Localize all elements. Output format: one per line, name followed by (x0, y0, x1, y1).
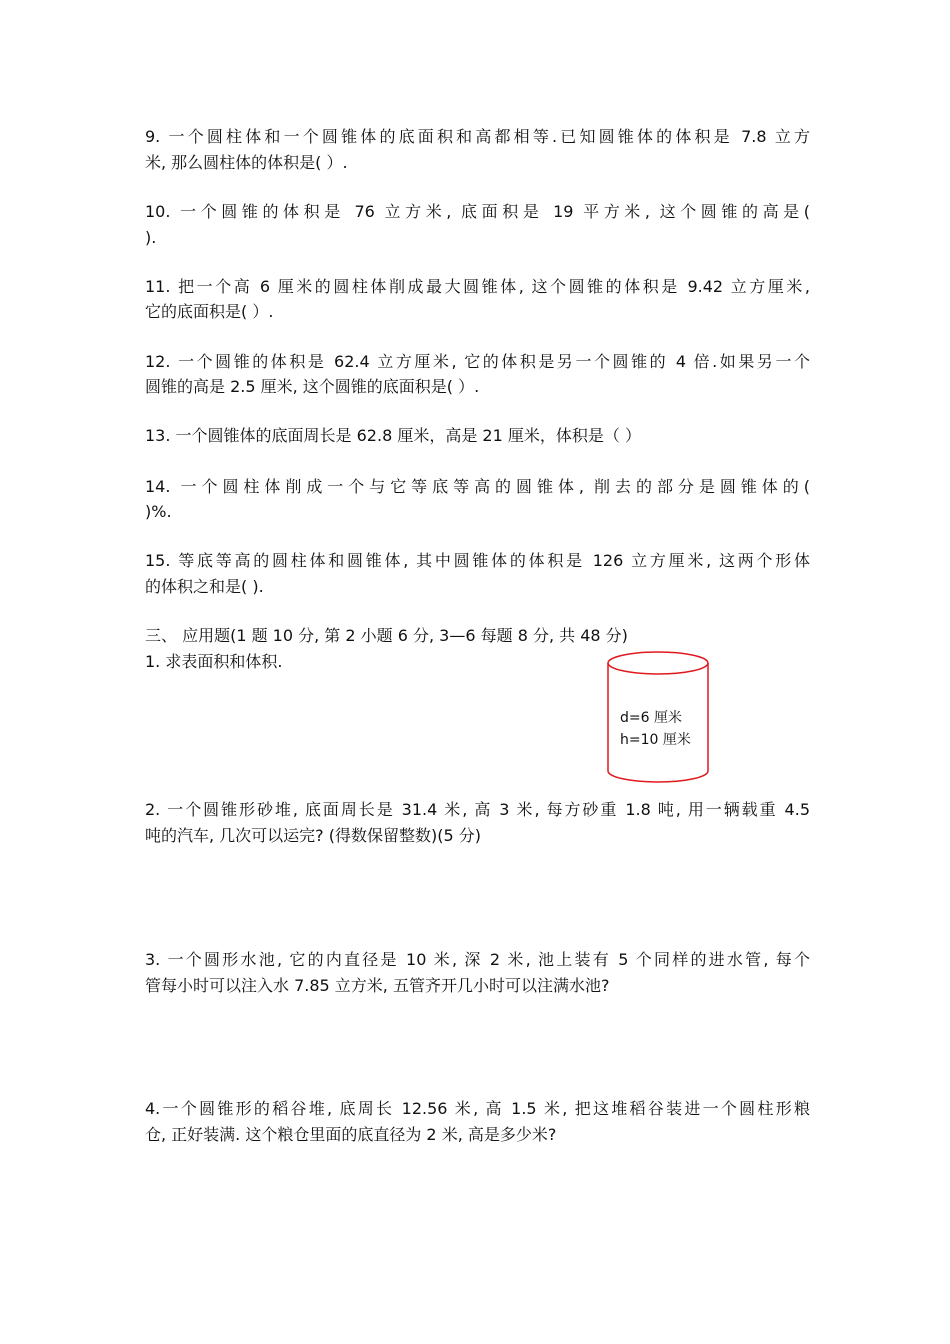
problem-3-line-1: 3. 一个圆形水池, 它的内直径是 10 米, 深 2 米, 池上装有 5 个同样的进水管, 每个 (145, 950, 810, 969)
problem-2-line-1: 2. 一个圆锥形砂堆, 底面周长是 31.4 米, 高 3 米, 每方砂重 1.8 吨, 用一辆载重 4.5 (145, 800, 810, 819)
cylinder-top-ellipse (608, 652, 708, 674)
question-9-line-1: 9. 一个圆柱体和一个圆锥体的底面积和高都相等.已知圆锥体的体积是 7.8 立方 (145, 127, 810, 146)
problem-4-line-2: 仓, 正好装满. 这个粮仓里面的底直径为 2 米, 高是多少米? (145, 1125, 557, 1144)
question-11-line-1: 11. 把一个高 6 厘米的圆柱体削成最大圆锥体, 这个圆锥的体积是 9.42 立方厘米, (145, 277, 810, 296)
question-15-line-1: 15. 等底等高的圆柱体和圆锥体, 其中圆锥体的体积是 126 立方厘米, 这两个形体 (145, 551, 810, 570)
question-14-line-2: )%. (145, 502, 172, 521)
problem-3-line-2: 管每小时可以注入水 7.85 立方米, 五管齐开几小时可以注满水池? (145, 976, 610, 995)
question-10-line-1: 10. 一个圆锥的体积是 76 立方米, 底面积是 19 平方米, 这个圆锥的高是( (145, 202, 810, 221)
question-15-line-2: 的体积之和是( ). (145, 577, 264, 596)
question-12-line-1: 12. 一个圆锥的体积是 62.4 立方厘米, 它的体积是另一个圆锥的 4 倍.如果另一个 (145, 352, 810, 371)
problem-1-line-1: 1. 求表面积和体积. (145, 652, 283, 671)
cylinder-bottom-arc (608, 771, 708, 782)
question-12-line-2: 圆锥的高是 2.5 厘米, 这个圆锥的底面积是( ）. (145, 377, 480, 396)
question-13-line-1: 13. 一个圆锥体的底面周长是 62.8 厘米，高是 21 厘米，体积是（ ） (145, 426, 641, 445)
question-9-line-2: 米, 那么圆柱体的体积是( ）. (145, 153, 348, 172)
problem-2-line-2: 吨的汽车, 几次可以运完? (得数保留整数)(5 分) (145, 826, 481, 845)
question-11-line-2: 它的底面积是( ）. (145, 302, 274, 321)
question-14-line-1: 14. 一个圆柱体削成一个与它等底等高的圆锥体, 削去的部分是圆锥体的( (145, 477, 810, 496)
section-heading: 三、 应用题(1 题 10 分, 第 2 小题 6 分, 3—6 每题 8 分, 共 48 分) (145, 626, 628, 645)
cylinder-height-label: h=10 厘米 (620, 732, 691, 748)
cylinder-diameter-label: d=6 厘米 (620, 710, 682, 726)
question-10-line-2: ). (145, 228, 157, 247)
problem-4-line-1: 4.一个圆锥形的稻谷堆, 底周长 12.56 米, 高 1.5 米, 把这堆稻谷装进一个圆柱形粮 (145, 1099, 810, 1118)
